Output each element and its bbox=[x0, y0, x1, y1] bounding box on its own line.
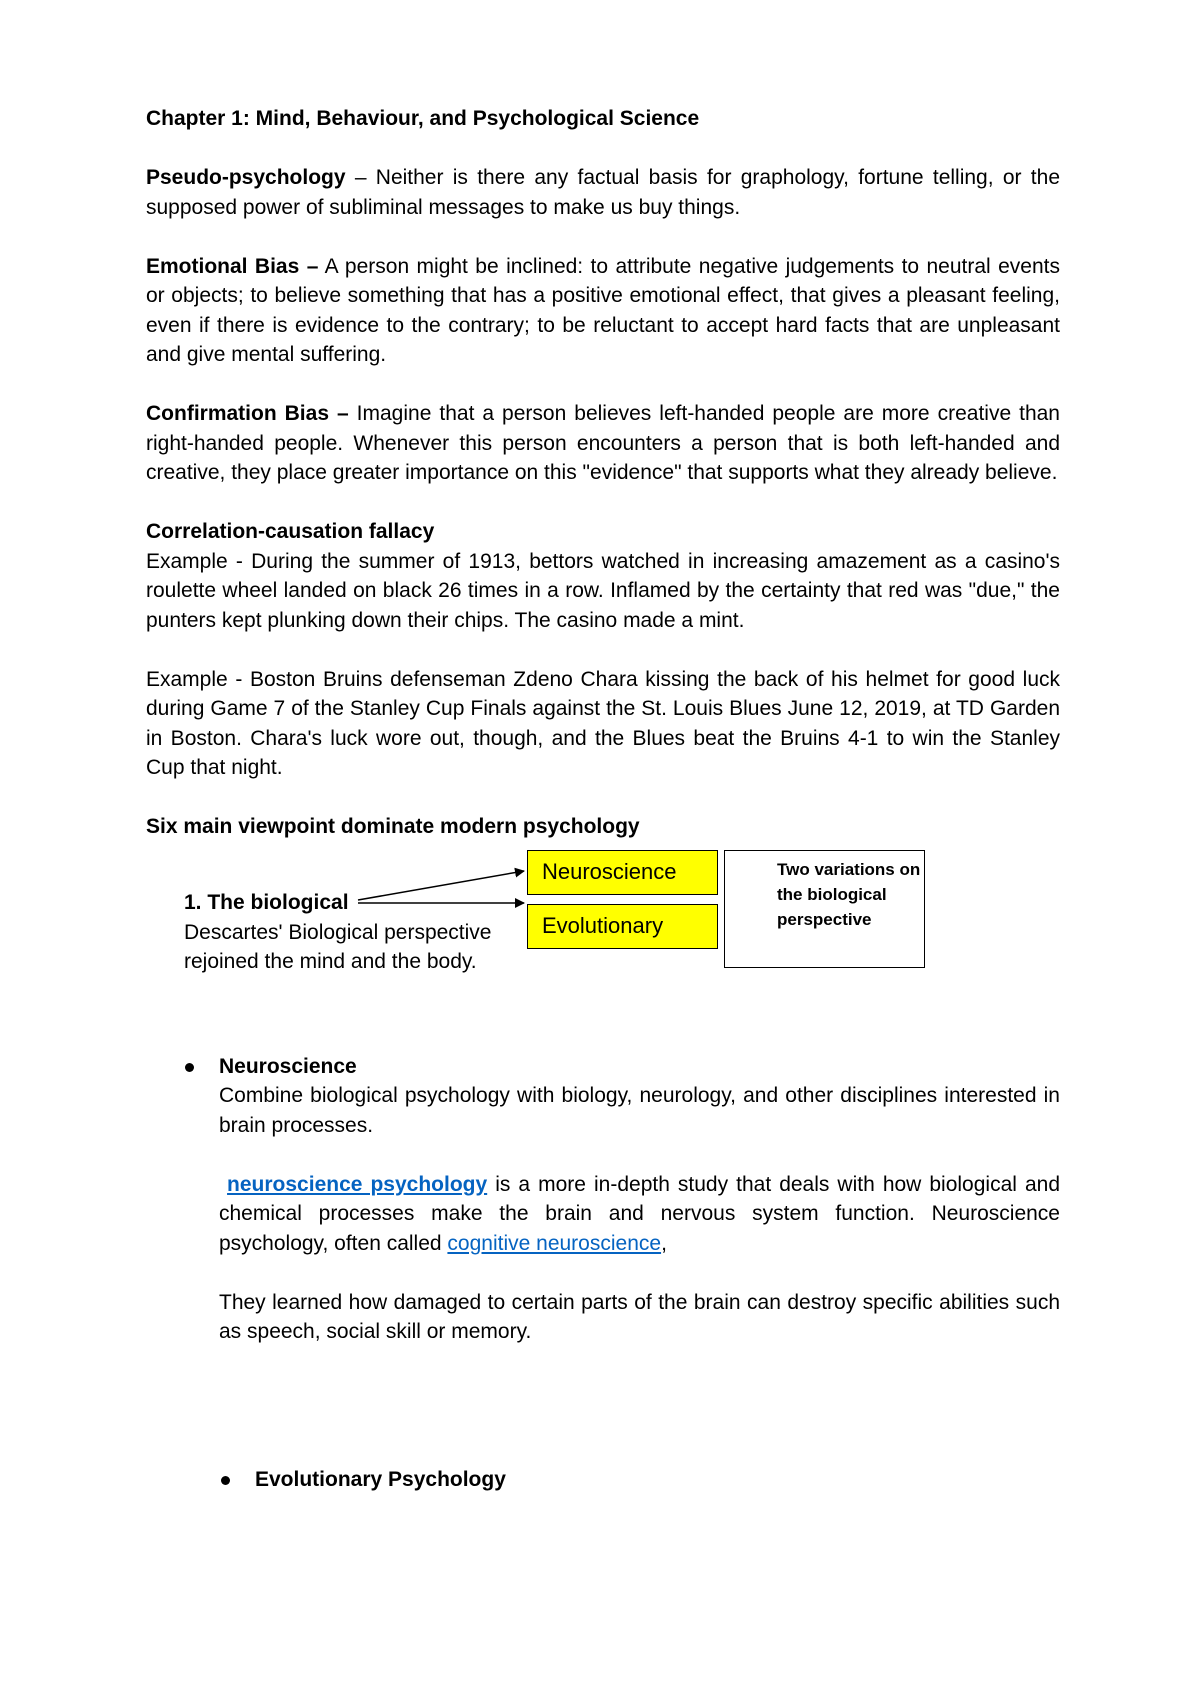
evolutionary-box: Evolutionary bbox=[527, 904, 718, 949]
bullet-icon bbox=[221, 1476, 230, 1485]
confirmation-bias-paragraph bbox=[146, 399, 1060, 488]
six-viewpoints-heading: Six main viewpoint dominate modern psychology bbox=[146, 815, 640, 838]
emotional-bias-term: Emotional Bias – bbox=[146, 254, 319, 278]
bullet-icon bbox=[185, 1063, 194, 1072]
neuroscience-psychology-text: is a more in-depth study that deals with how biological and chemical processes make the brain and nervous system function. Neuroscience psychology, often called bbox=[219, 1172, 1060, 1255]
neuroscience-psychology-end: , bbox=[661, 1231, 667, 1255]
emotional-bias-text: A person might be inclined: to attribute negative judgements to neutral events or objects; to believe something that has a positive emotional effect, that gives a pleasant feeling, even if there is evidence to the contrary; to be reluctant to accept hard facts that are unpleasant and give mental suffering. bbox=[146, 254, 1061, 366]
pseudo-psychology-term: Pseudo-psychology bbox=[146, 166, 346, 189]
neuroscience-bullet-label: Neuroscience bbox=[219, 1054, 357, 1078]
biological-label: 1. The biological bbox=[184, 890, 349, 914]
biological-desc-line1: Descartes' Biological perspective bbox=[184, 920, 492, 944]
neuroscience-box: Neuroscience bbox=[527, 850, 718, 895]
neuroscience-definition: Combine biological psychology with biology, neurology, and other disciplines interested in brain processes. bbox=[219, 1084, 1060, 1137]
correlation-heading: Correlation-causation fallacy bbox=[146, 520, 435, 543]
brain-damage-paragraph: They learned how damaged to certain parts of the brain can destroy specific abilities such as speech, social skill or memory. bbox=[219, 1290, 1060, 1343]
confirmation-bias-text: Imagine that a person believes left-handed people are more creative than right-handed people. Whenever this person encounters a person that is both left-handed and creative, they place greater importance on this "evidence" that supports what they already believe. bbox=[146, 402, 1060, 484]
neuroscience-psychology-paragraph bbox=[219, 1170, 1060, 1259]
pseudo-psychology-paragraph bbox=[146, 163, 1060, 222]
neuroscience-psychology-link[interactable]: neuroscience psychology bbox=[227, 1172, 488, 1196]
biological-diagram bbox=[146, 842, 1060, 1052]
neuroscience-section bbox=[146, 1052, 1060, 1495]
variations-note-box bbox=[724, 850, 925, 968]
cognitive-neuroscience-link[interactable]: cognitive neuroscience bbox=[447, 1231, 662, 1255]
emotional-bias-paragraph bbox=[146, 252, 1060, 370]
evolutionary-bullet bbox=[255, 1465, 1060, 1495]
neuroscience-bullet bbox=[219, 1052, 1060, 1082]
arrow-to-neuroscience bbox=[358, 871, 524, 900]
document-page bbox=[146, 104, 1060, 1494]
pseudo-psychology-text: – Neither is there any factual basis for graphology, fortune telling, or the supposed power of subliminal messages to make us buy things. bbox=[146, 166, 1060, 219]
biological-desc-line2: rejoined the mind and the body. bbox=[184, 949, 477, 973]
chapter-title: Chapter 1: Mind, Behaviour, and Psychological Science bbox=[146, 107, 700, 130]
variations-note-text: Two variations on the biological perspective bbox=[777, 859, 921, 929]
evolutionary-bullet-label: Evolutionary Psychology bbox=[255, 1467, 506, 1491]
correlation-example-1: Example - During the summer of 1913, bettors watched in increasing amazement as a casino's roulette wheel landed on black 26 times in a row. Inflamed by the certainty that red was "due," the punters kept plunking down their chips. The casino made a mint. bbox=[146, 549, 1060, 632]
correlation-example-2: Example - Boston Bruins defenseman Zdeno Chara kissing the back of his helmet for good luck during Game 7 of the Stanley Cup Finals against the St. Louis Blues June 12, 2019, at TD Garden in Boston. Chara's luck wore out, though, and the Blues beat the Bruins 4-1 to win the Stanley Cup that night. bbox=[146, 667, 1060, 779]
confirmation-bias-term: Confirmation Bias – bbox=[146, 402, 349, 425]
